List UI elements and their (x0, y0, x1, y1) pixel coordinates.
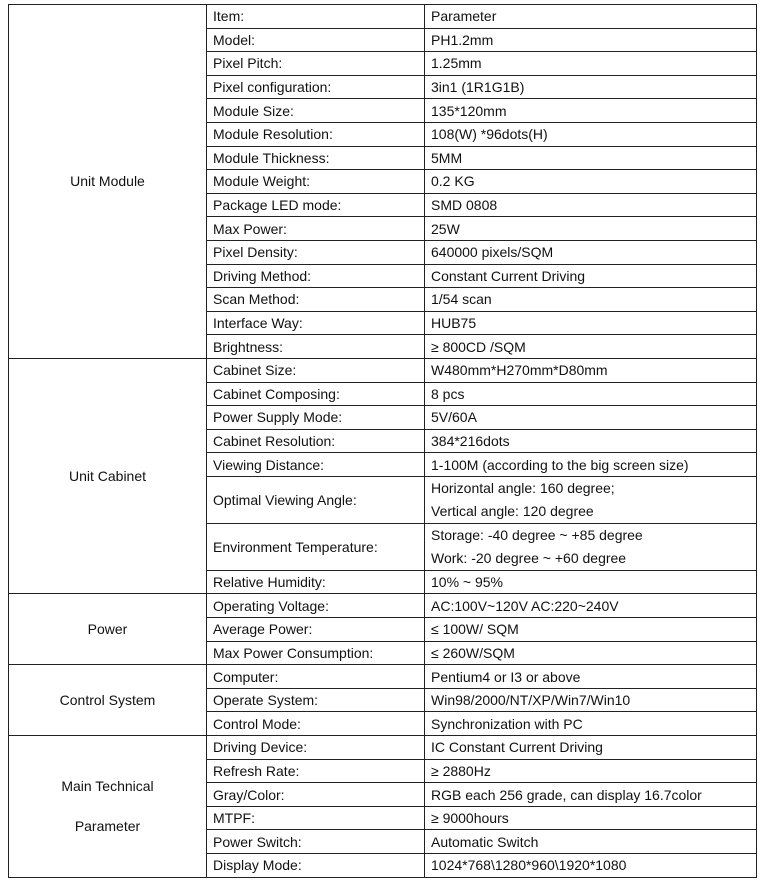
spec-value: 0.2 KG (425, 170, 757, 194)
spec-value: Pentium4 or I3 or above (425, 665, 757, 689)
spec-value: PH1.2mm (425, 28, 757, 52)
spec-value: W480mm*H270mm*D80mm (425, 358, 757, 382)
spec-value: 1024*768\1280*960\1920*1080 (425, 854, 757, 878)
spec-value: ≥ 2880Hz (425, 759, 757, 783)
spec-label: Package LED mode: (207, 193, 425, 217)
spec-value (425, 476, 757, 523)
spec-label: Module Resolution: (207, 122, 425, 146)
section-category-label: Unit Cabinet (68, 468, 147, 485)
spec-label: Module Weight: (207, 170, 425, 194)
section-category-label: Control System (59, 692, 156, 709)
spec-label: Refresh Rate: (207, 759, 425, 783)
spec-value: RGB each 256 grade, can display 16.7color (425, 783, 757, 807)
spec-value-line: Horizontal angle: 160 degree; (431, 479, 615, 496)
spec-label: Operate System: (207, 688, 425, 712)
spec-label: Cabinet Composing: (207, 382, 425, 406)
spec-label: Module Thickness: (207, 146, 425, 170)
spec-label: Display Mode: (207, 854, 425, 878)
spec-label: Item: (207, 5, 425, 29)
spec-value: 108(W) *96dots(H) (425, 122, 757, 146)
spec-value: 384*216dots (425, 429, 757, 453)
spec-label: Environment Temperature: (207, 523, 425, 570)
spec-label: Control Mode: (207, 712, 425, 736)
spec-value: ≤ 100W/ SQM (425, 618, 757, 642)
spec-value: Automatic Switch (425, 830, 757, 854)
spec-value: Win98/2000/NT/XP/Win7/Win10 (425, 688, 757, 712)
spec-value: SMD 0808 (425, 193, 757, 217)
spec-label: Operating Voltage: (207, 594, 425, 618)
spec-value: ≥ 800CD /SQM (425, 335, 757, 359)
spec-label: Module Size: (207, 99, 425, 123)
table-row (9, 5, 757, 29)
spec-value: ≥ 9000hours (425, 806, 757, 830)
spec-value: Parameter (425, 5, 757, 29)
spec-value: 1-100M (according to the big screen size) (425, 453, 757, 477)
spec-value: 135*120mm (425, 99, 757, 123)
spec-value: IC Constant Current Driving (425, 736, 757, 760)
table-row (9, 358, 757, 382)
section-category-label: Main Technical (61, 778, 154, 795)
spec-value-line: Work: -20 degree ~ +60 degree (431, 549, 627, 566)
spec-label: Pixel Density: (207, 240, 425, 264)
spec-label: MTPF: (207, 806, 425, 830)
spec-label: Cabinet Size: (207, 358, 425, 382)
spec-label: Max Power Consumption: (207, 641, 425, 665)
spec-value: 5V/60A (425, 406, 757, 430)
spec-label: Relative Humidity: (207, 570, 425, 594)
spec-label: Scan Method: (207, 288, 425, 312)
spec-label: Power Switch: (207, 830, 425, 854)
spec-value (425, 523, 757, 570)
spec-label: Interface Way: (207, 311, 425, 335)
spec-value: 8 pcs (425, 382, 757, 406)
spec-label: Computer: (207, 665, 425, 689)
section-category (9, 5, 207, 359)
spec-label: Power Supply Mode: (207, 406, 425, 430)
spec-value: HUB75 (425, 311, 757, 335)
section-category (9, 736, 207, 878)
spec-label: Pixel Pitch: (207, 52, 425, 76)
spec-value: 1.25mm (425, 52, 757, 76)
spec-value: 3in1 (1R1G1B) (425, 75, 757, 99)
table-row (9, 736, 757, 760)
spec-value-line: Storage: -40 degree ~ +85 degree (431, 526, 643, 543)
section-category (9, 358, 207, 594)
spec-value-line: Vertical angle: 120 degree (431, 502, 594, 519)
spec-label: Optimal Viewing Angle: (207, 476, 425, 523)
spec-value: 1/54 scan (425, 288, 757, 312)
spec-label: Brightness: (207, 335, 425, 359)
section-category-label: Unit Module (70, 173, 145, 190)
spec-value: Synchronization with PC (425, 712, 757, 736)
spec-label: Gray/Color: (207, 783, 425, 807)
spec-table-body (9, 5, 757, 878)
section-category (9, 665, 207, 736)
section-category (9, 594, 207, 665)
spec-label: Model: (207, 28, 425, 52)
section-category-label: Power (87, 621, 128, 638)
table-row (9, 665, 757, 689)
spec-value: 640000 pixels/SQM (425, 240, 757, 264)
spec-label: Pixel configuration: (207, 75, 425, 99)
table-row (9, 594, 757, 618)
spec-value: 10% ~ 95% (425, 570, 757, 594)
spec-value: 5MM (425, 146, 757, 170)
spec-value: AC:100V~120V AC:220~240V (425, 594, 757, 618)
spec-label: Driving Method: (207, 264, 425, 288)
spec-value: Constant Current Driving (425, 264, 757, 288)
spec-label: Viewing Distance: (207, 453, 425, 477)
spec-value: ≤ 260W/SQM (425, 641, 757, 665)
spec-label: Cabinet Resolution: (207, 429, 425, 453)
spec-label: Max Power: (207, 217, 425, 241)
spec-table (8, 4, 757, 878)
spec-value: 25W (425, 217, 757, 241)
spec-label: Average Power: (207, 618, 425, 642)
section-category-label: Parameter (74, 818, 141, 835)
spec-label: Driving Device: (207, 736, 425, 760)
